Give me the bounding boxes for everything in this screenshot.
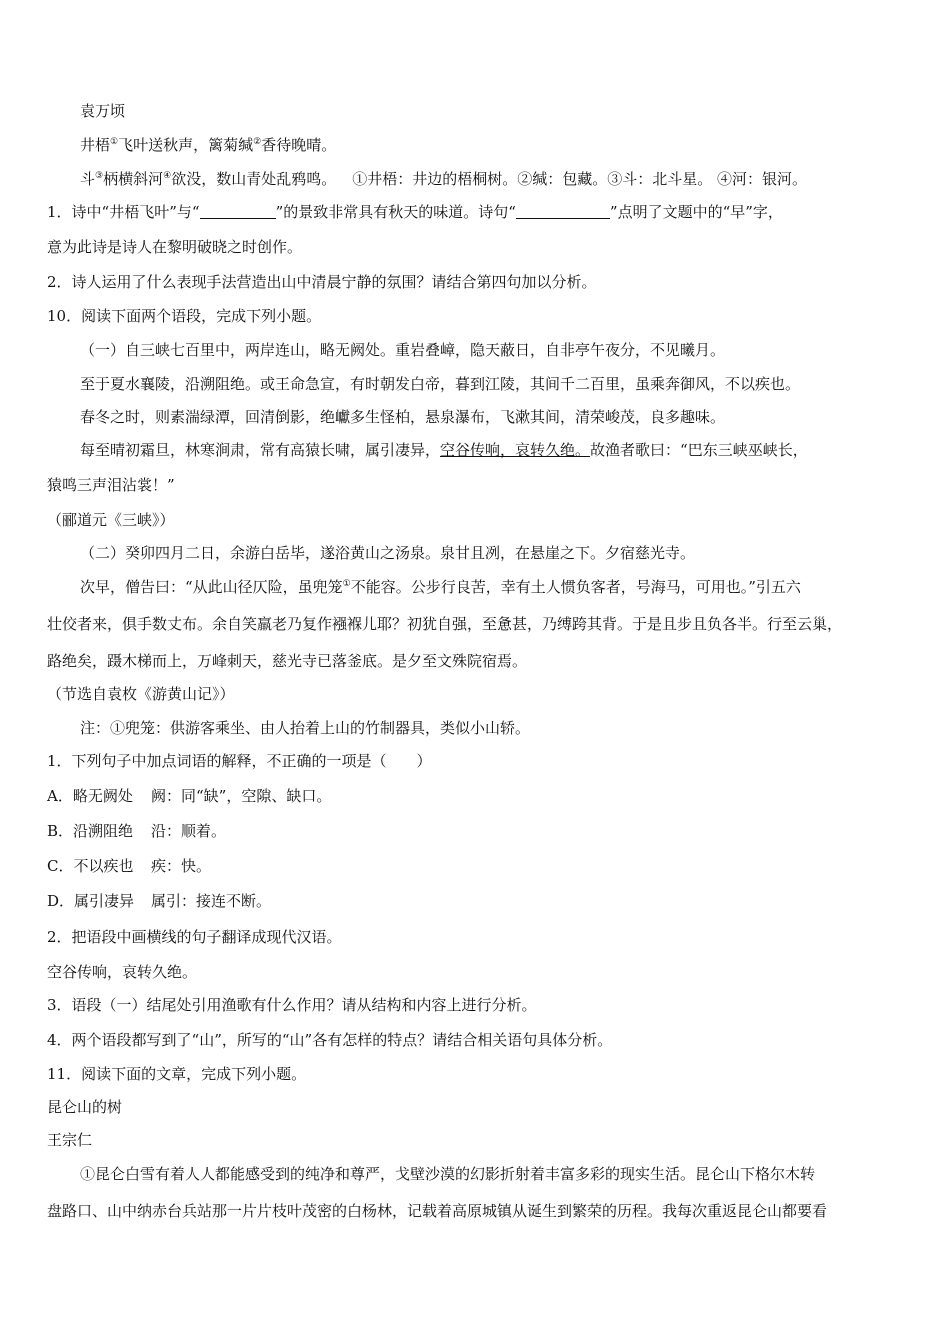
answer-blank-1: [200, 204, 276, 219]
q10-passage-1-p1: （一）自三峡七百里中，两岸连山，略无阙处。重岩叠嶂，隐天蔽日，自非亭午夜分，不见曦月。: [80, 341, 726, 359]
option-a[interactable]: A．略无阙处 阙：同“缺”，空隙、缺口。: [47, 787, 332, 805]
q10-passage-1-p3: 春冬之时，则素湍绿潭，回清倒影，绝巘多生怪柏，悬泉瀑布，飞漱其间，清荣峻茂，良多趣味。: [80, 408, 726, 426]
q10-passage-2-p1: （二）癸卯四月二日，余游白岳毕，遂浴黄山之汤泉。泉甘且冽，在悬崖之下。夕宿慈光寺。: [80, 544, 696, 562]
poem-author: 袁万顷: [80, 102, 126, 120]
q10-passage-2-p2-cont1: 壮佼者来，俱手数丈布。余自笑羸老乃复作襁褓儿耶？初犹自强，至惫甚，乃缚跨其背。于是且步且负各半。行至云巢，: [47, 615, 843, 633]
q10-source-1: （郦道元《三峡》）: [47, 511, 175, 529]
q10-subquestion-2: 2．把语段中画横线的句子翻译成现代汉语。: [47, 928, 342, 946]
underlined-sentence: 空谷传响，哀转久绝。: [440, 441, 591, 459]
q10-subquestion-2-sentence: 空谷传响，哀转久绝。: [47, 963, 198, 981]
q10-subquestion-3: 3．语段（一）结尾处引用渔歌有什么作用？请从结构和内容上进行分析。: [47, 996, 537, 1014]
q10-subquestion-4: 4．两个语段都写到了“山”，所写的“山”各有怎样的特点？请结合相关语句具体分析。: [47, 1031, 613, 1049]
article-author: 王宗仁: [47, 1131, 93, 1149]
q9-question-1-cont: 意为此诗是诗人在黎明破晓之时创作。: [47, 238, 303, 256]
q10-note: 注：①兜笼：供游客乘坐、由人抬着上山的竹制器具，类似小山轿。: [80, 719, 531, 737]
q10-passage-1-p4-cont: 猿鸣三声泪沾裳！”: [47, 476, 175, 494]
poem-line-1: 井梧①飞叶送秋声，篱菊缄②香待晚晴。: [80, 136, 337, 154]
article-paragraph-1: ①昆仑白雪有着人人都能感受到的纯净和尊严，戈壁沙漠的幻影折射着丰富多彩的现实生活。昆仑山下格尔木转: [80, 1165, 816, 1183]
option-d[interactable]: D．属引凄异 属引：接连不断。: [47, 892, 272, 910]
q10-source-2: （节选自袁枚《游黄山记》）: [47, 685, 235, 703]
q9-question-1: 1．诗中“井梧飞叶”与“ ”的景致非常具有秋天的味道。诗句“ ”点明了文题中的“早”字，: [47, 203, 783, 221]
option-c[interactable]: C．不以疾也 疾：快。: [47, 857, 212, 875]
article-title: 昆仑山的树: [47, 1098, 123, 1116]
q11-heading: 11．阅读下面的文章，完成下列小题。: [47, 1065, 307, 1083]
answer-blank-2: [516, 204, 610, 219]
q10-passage-2-p2-cont2: 路绝矣，蹑木梯而上，万峰刺天，慈光寺已落釜底。是夕至文殊院宿焉。: [47, 652, 528, 670]
q9-question-2: 2．诗人运用了什么表现手法营造出山中清晨宁静的氛围？请结合第四句加以分析。: [47, 273, 597, 291]
q10-passage-1-p2: 至于夏水襄陵，沿溯阻绝。或王命急宣，有时朝发白帝，暮到江陵，其间千二百里，虽乘奔御风，不以疾也。: [80, 375, 801, 393]
q10-heading: 10．阅读下面两个语段，完成下列小题。: [47, 307, 322, 325]
option-b[interactable]: B．沿溯阻绝 沿：顺着。: [47, 822, 227, 840]
q10-passage-1-p4: 每至晴初霜旦，林寒涧肃，常有高猿长啸，属引凄异，空谷传响，哀转久绝。故渔者歌曰：“巴东三峡巫峡长，: [80, 441, 808, 459]
poem-line-2: 斗③柄横斜河④欲没，数山青处乱鸦鸣。 ①井梧：井边的梧桐树。②缄：包藏。③斗：北斗星。 ④河：银河。: [80, 170, 807, 188]
poem-notes: ①井梧：井边的梧桐树。②缄：包藏。③斗：北斗星。 ④河：银河。: [352, 170, 807, 188]
article-paragraph-1-cont: 盘路口、山中纳赤台兵站那一片片枝叶茂密的白杨林，记载着高原城镇从诞生到繁荣的历程。我每次重返昆仑山都要看: [47, 1202, 828, 1220]
q10-subquestion-1: 1．下列句子中加点词语的解释，不正确的一项是（ ）: [47, 752, 432, 770]
q10-passage-2-p2: 次早，僧告曰：“从此山径仄险，虽兜笼①不能容。公步行良苦，幸有土人惯负客者，号海马，可用也。”引五六: [80, 578, 801, 596]
